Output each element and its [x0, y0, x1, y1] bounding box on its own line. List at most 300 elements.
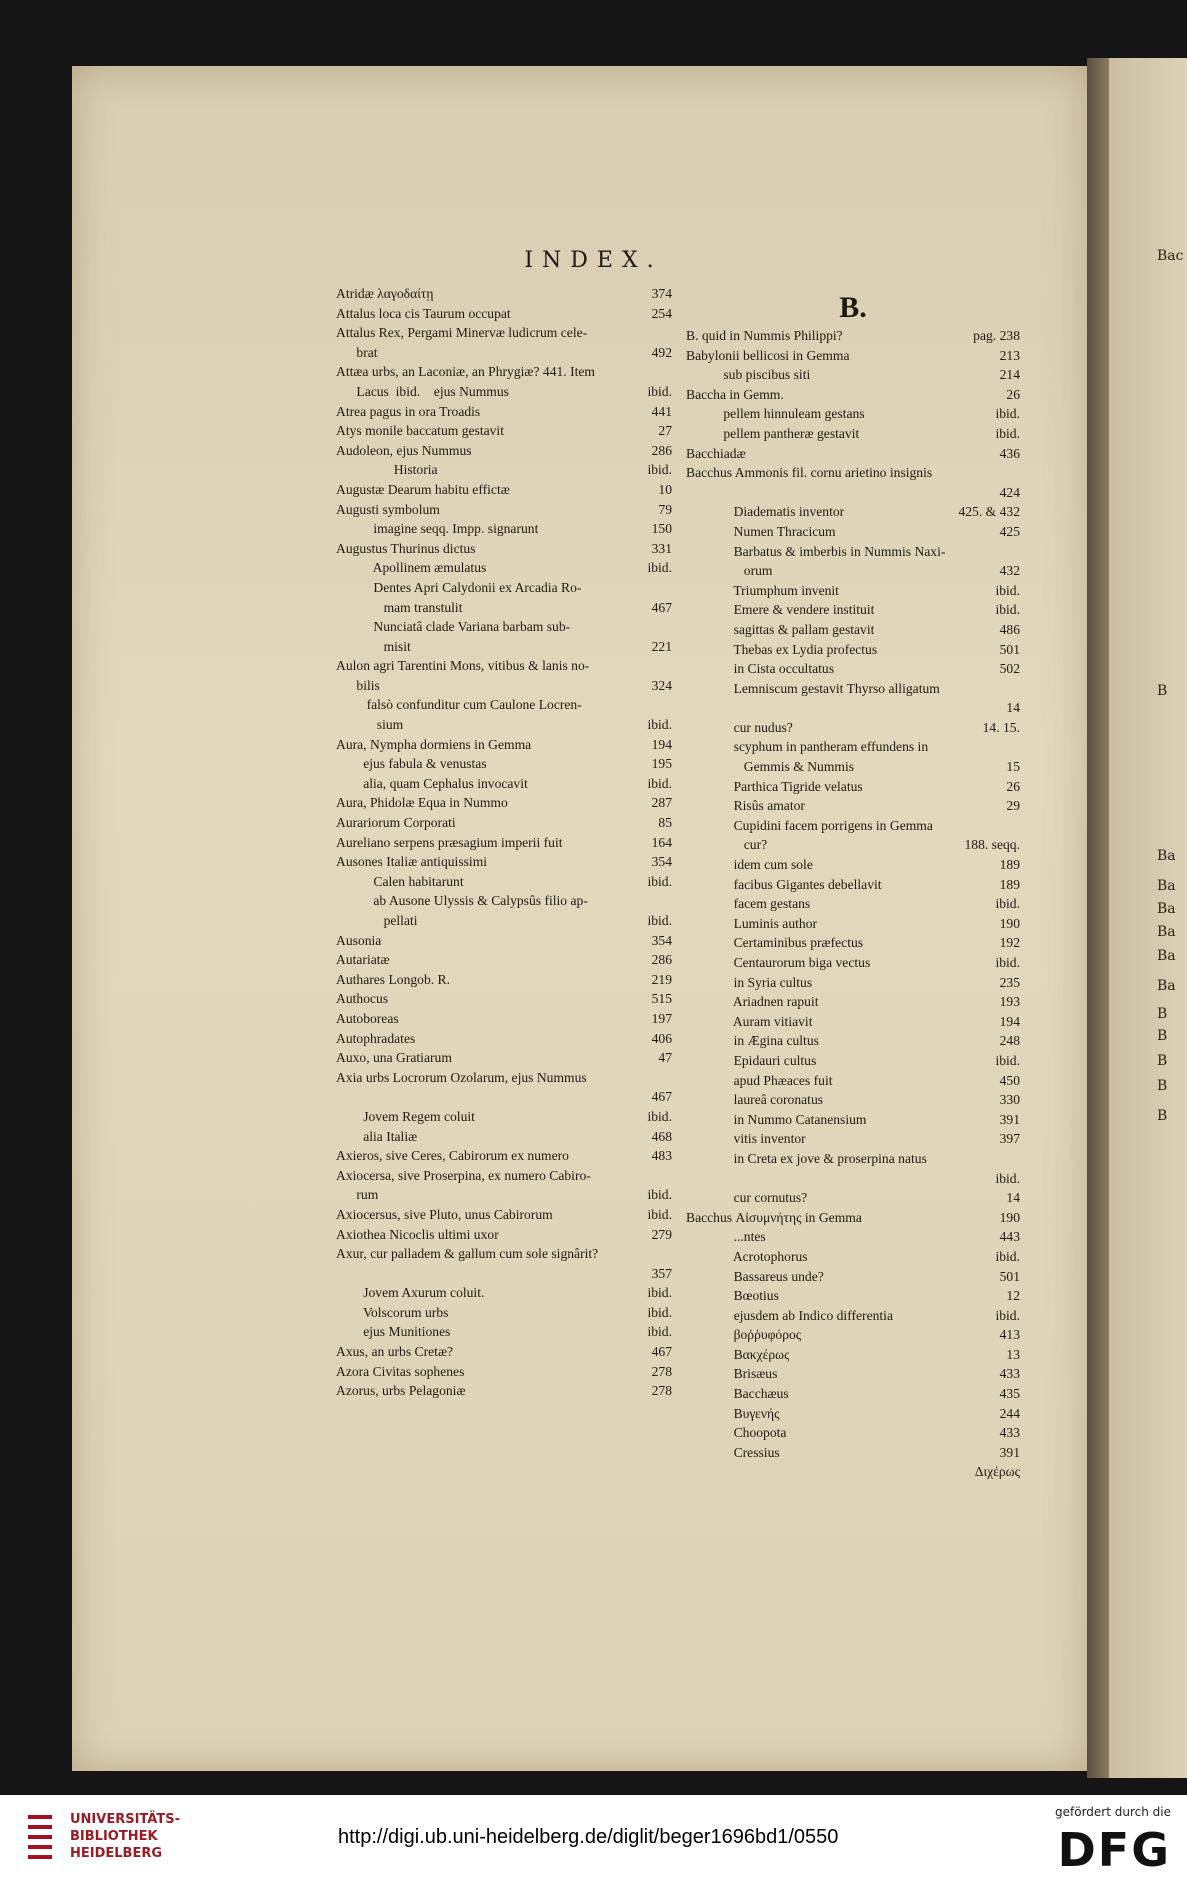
entry-term: Ausonia [336, 932, 382, 948]
index-entry [686, 581, 1020, 601]
entry-term: Baccha in Gemm. [686, 386, 784, 402]
entry-term: ...ntes [686, 1229, 766, 1245]
index-entry [336, 1283, 672, 1303]
entry-term: Atrea pagus in ora Troadis [336, 403, 481, 419]
entry-term: mam transtulit [336, 599, 463, 615]
entry-term: Brisæus [686, 1366, 778, 1382]
entry-term: Choopota [686, 1425, 787, 1441]
index-entry [686, 953, 1020, 973]
index-entry [336, 558, 672, 578]
entry-term: Axiothea Nicoclis ultimi uxor [336, 1226, 499, 1242]
index-entry [686, 522, 1020, 542]
index-entry [686, 365, 1020, 385]
university-seal-icon [22, 1811, 58, 1867]
entry-term: Centaurorum biga vectus [686, 955, 871, 970]
entry-page-number: 29 [1006, 798, 1020, 814]
dfg-logo: DFG [1057, 1823, 1171, 1877]
index-entry [686, 1423, 1020, 1443]
index-entry [686, 894, 1020, 914]
entry-term: Augustæ Dearum habitu effictæ [336, 481, 510, 497]
entry-term: Axur, cur palladem & gallum cum sole signârit? [336, 1246, 599, 1262]
entry-term: Ausones Italiæ antiquissimi [336, 854, 488, 870]
entry-term: Numen Thracicum [686, 523, 836, 539]
entry-term: Bacchus Αἰσυμνήτης in Gemma [686, 1209, 862, 1225]
entry-term: Bacchæus [686, 1386, 789, 1402]
index-entry [336, 852, 672, 872]
index-entry [336, 402, 672, 422]
entry-term: Atridæ λαγοδαίτῃ [336, 286, 434, 301]
entry-page-number: 193 [999, 994, 1020, 1010]
next-page-edge [1109, 58, 1187, 1778]
entry-page-number: 150 [651, 521, 672, 537]
entry-term: orum [686, 563, 773, 579]
index-entry [686, 463, 1020, 483]
index-entry [686, 1129, 1020, 1149]
index-entry [686, 914, 1020, 934]
entry-page-number: 192 [999, 935, 1020, 951]
entry-page-number: 397 [999, 1131, 1020, 1147]
index-entry [686, 346, 1020, 366]
index-entry [686, 1051, 1020, 1071]
index-entry [686, 796, 1020, 816]
entry-term: Audoleon, ejus Nummus [336, 442, 472, 458]
entry-term: B. quid in Nummis Philippi? [686, 328, 843, 343]
index-entry [686, 855, 1020, 875]
index-entry [336, 754, 672, 774]
index-entry [336, 1225, 672, 1245]
entry-page-number: 501 [999, 1268, 1020, 1284]
entry-term: Azorus, urbs Pelagoniæ [336, 1383, 466, 1399]
entry-term: Barbatus & imberbis in Nummis Naxi- [686, 543, 946, 559]
index-entry [336, 500, 672, 520]
entry-page-number: 467 [651, 599, 672, 615]
index-entry [336, 676, 672, 696]
index-entry [686, 875, 1020, 895]
index-entry [336, 1087, 672, 1107]
entry-page-number: 391 [999, 1444, 1020, 1460]
entry-term: Autariatæ [336, 952, 390, 968]
index-entry [336, 617, 672, 637]
index-entry [686, 1208, 1020, 1228]
entry-page-number: ibid. [995, 1170, 1020, 1186]
entry-page-number: 14 [1006, 1190, 1020, 1206]
entry-page-number: 278 [651, 1363, 672, 1379]
entry-term: Triumphum invenit [686, 582, 839, 598]
index-column-left [336, 284, 672, 1401]
index-entry [336, 304, 672, 324]
entry-page-number: 235 [999, 974, 1020, 990]
viewer-footer [0, 1795, 1187, 1890]
entry-term: Authocus [336, 991, 389, 1007]
index-entry [686, 1188, 1020, 1208]
index-entry [336, 1009, 672, 1029]
entry-page-number: 425 [999, 523, 1020, 539]
entry-page-number: 26 [1006, 386, 1020, 402]
entry-page-number: 47 [658, 1050, 672, 1066]
entry-term: pellem hinnuleam gestans [686, 406, 865, 422]
index-entry [336, 1185, 672, 1205]
index-entry [686, 816, 1020, 836]
index-entry [336, 1166, 672, 1186]
entry-page-number: 287 [651, 795, 672, 811]
index-entry [686, 1404, 1020, 1424]
entry-page-number: ibid. [647, 717, 672, 733]
index-entry [336, 911, 672, 931]
entry-term: Volscorum urbs [336, 1304, 449, 1320]
entry-term: Jovem Axurum coluit. [336, 1285, 485, 1301]
entry-term: Aulon agri Tarentini Mons, vitibus & lanis no- [336, 658, 590, 674]
entry-page-number: 432 [999, 563, 1020, 579]
entry-term: Cressius [686, 1444, 780, 1460]
index-entry [686, 1169, 1020, 1189]
index-entry [336, 813, 672, 833]
entry-term: Attalus Rex, Pergami Minervæ ludicrum cele- [336, 325, 588, 341]
index-entry [686, 1090, 1020, 1110]
next-page-fragment: Ba [1157, 901, 1176, 917]
index-entry [336, 637, 672, 657]
index-entry [686, 1267, 1020, 1287]
entry-page-number: 324 [651, 677, 672, 693]
entry-page-number: ibid. [647, 383, 672, 399]
index-entry [336, 1264, 672, 1284]
entry-term: Aurariorum Corporati [336, 815, 456, 831]
index-entry [336, 1381, 672, 1401]
index-entry [336, 1146, 672, 1166]
entry-page-number: 190 [999, 1209, 1020, 1225]
entry-page-number: ibid. [995, 896, 1020, 912]
entry-page-number: ibid. [995, 955, 1020, 970]
entry-term: cur nudus? [686, 719, 793, 735]
next-page-fragment: B [1157, 1108, 1168, 1124]
entry-term: Cupidini facem porrigens in Gemma [686, 817, 933, 833]
entry-term: in Creta ex jove & proserpina natus [686, 1150, 927, 1166]
entry-term: Lacus ibid. ejus Nummus [336, 383, 509, 399]
entry-page-number: 221 [651, 638, 672, 654]
index-entry [336, 774, 672, 794]
entry-page-number: 26 [1006, 778, 1020, 794]
index-entry [686, 679, 1020, 699]
entry-term: in Syria cultus [686, 974, 813, 990]
index-entry [336, 441, 672, 461]
index-entry [336, 1127, 672, 1147]
entry-term: Nunciatâ clade Variana barbam sub- [336, 619, 571, 635]
entry-page-number: 502 [999, 661, 1020, 677]
entry-term: Auram vitiavit [686, 1013, 813, 1029]
entry-term: Bacchus Ammonis fil. cornu arietino insignis [686, 465, 933, 481]
entry-page-number: 14. 15. [982, 719, 1020, 735]
index-entry [686, 424, 1020, 444]
entry-page-number: 194 [651, 736, 672, 752]
entry-term: Autophradates [336, 1030, 416, 1046]
entry-term: alia, quam Cephalus invocavit [336, 775, 528, 791]
entry-term: apud Phæaces fuit [686, 1072, 833, 1088]
entry-page-number: 330 [999, 1092, 1020, 1108]
index-entry [336, 931, 672, 951]
index-entry [686, 1364, 1020, 1384]
entry-term: scyphum in pantheram effundens in [686, 739, 929, 755]
entry-page-number: ibid. [647, 913, 672, 928]
next-page-fragment: Bac [1157, 248, 1184, 264]
index-entry [686, 1149, 1020, 1169]
entry-page-number: 13 [1006, 1346, 1020, 1362]
entry-page-number: 14 [1006, 700, 1020, 716]
entry-term: Aureliano serpens præsagium imperii fuit [336, 834, 563, 850]
entry-term: Diadematis inventor [686, 504, 845, 520]
entry-term: Lemniscum gestavit Thyrso alligatum [686, 680, 940, 696]
entry-page-number: 450 [999, 1072, 1020, 1088]
entry-page-number: 214 [999, 367, 1020, 383]
index-entry [336, 519, 672, 539]
entry-term: Jovem Regem coluit [336, 1108, 475, 1124]
entry-page-number: 406 [651, 1030, 672, 1046]
entry-page-number: 15 [1006, 759, 1020, 775]
entry-term: Axiocersa, sive Proserpina, ex numero Cabiro- [336, 1167, 591, 1183]
entry-term: ejusdem ab Indico differentia [686, 1307, 893, 1323]
document-url-link[interactable]: http://digi.ub.uni-heidelberg.de/diglit/beger1696bd1/0550 [338, 1826, 839, 1848]
index-entry [686, 1286, 1020, 1306]
index-entry [336, 1322, 672, 1342]
entry-term: Aura, Nympha dormiens in Gemma [336, 736, 532, 752]
entry-page-number: ibid. [647, 775, 672, 791]
entry-term: rum [336, 1187, 379, 1203]
entry-page-number: Διχέρως [974, 1464, 1020, 1480]
entry-page-number: 467 [651, 1089, 672, 1105]
entry-term: in Ægina cultus [686, 1033, 819, 1049]
entry-term: Authares Longob. R. [336, 971, 451, 987]
entry-page-number: ibid. [647, 1187, 672, 1203]
entry-page-number: 27 [658, 423, 672, 439]
index-entry [336, 735, 672, 755]
index-entry [336, 1048, 672, 1068]
next-page-fragment: Ba [1157, 848, 1176, 864]
entry-page-number: 164 [651, 834, 672, 850]
entry-term: βοῤῥυφόρος [686, 1327, 802, 1343]
index-entry [686, 1345, 1020, 1365]
entry-term: Azora Civitas sophenes [336, 1363, 465, 1379]
next-page-fragment: B [1157, 683, 1168, 699]
entry-term: Bœotius [686, 1288, 779, 1304]
index-entry [686, 1012, 1020, 1032]
entry-term: vitis inventor [686, 1131, 806, 1147]
next-page-fragment: Ba [1157, 878, 1176, 894]
index-entry [336, 695, 672, 715]
entry-term: Historia [336, 462, 438, 478]
index-entry [336, 891, 672, 911]
entry-page-number: 357 [651, 1265, 672, 1281]
entry-page-number: ibid. [995, 602, 1020, 618]
index-entry [686, 757, 1020, 777]
entry-term: Augustus Thurinus dictus [336, 540, 476, 556]
entry-page-number: 433 [999, 1425, 1020, 1441]
entry-term: ejus fabula & venustas [336, 756, 487, 772]
index-entry [686, 1443, 1020, 1463]
index-entry [336, 284, 672, 304]
entry-term: Βακχέρως [686, 1346, 790, 1362]
entry-page-number: ibid. [647, 873, 672, 889]
entry-term: in Cista occultatus [686, 661, 835, 677]
entry-page-number: 443 [999, 1229, 1020, 1245]
entry-page-number: 391 [999, 1111, 1020, 1127]
entry-term: Epidauri cultus [686, 1052, 817, 1068]
entry-page-number: 219 [651, 971, 672, 987]
next-page-fragment: B [1157, 1053, 1168, 1069]
entry-term: Augusti symbolum [336, 501, 440, 517]
entry-term: Bassareus unde? [686, 1268, 824, 1284]
index-entry [336, 421, 672, 441]
entry-term: ab Ausone Ulyssis & Calypsûs filio ap- [336, 893, 588, 909]
entry-page-number: pag. 238 [973, 328, 1020, 343]
entry-page-number: 197 [651, 1010, 672, 1026]
entry-page-number: 10 [658, 481, 672, 497]
entry-page-number: 354 [651, 854, 672, 870]
entry-page-number: ibid. [647, 462, 672, 478]
index-entry [336, 382, 672, 402]
index-entry [686, 1462, 1020, 1482]
index-entry [686, 737, 1020, 757]
entry-term: facibus Gigantes debellavit [686, 876, 882, 892]
entry-page-number: 248 [999, 1033, 1020, 1049]
entry-term: Aura, Phidolæ Equa in Nummo [336, 795, 508, 811]
index-entry [686, 1227, 1020, 1247]
next-page-fragment: B [1157, 1006, 1168, 1022]
index-entry [336, 1029, 672, 1049]
entry-term: Acrotophorus [686, 1248, 808, 1264]
entry-page-number: 374 [651, 286, 672, 301]
entry-term: alia Italiæ [336, 1128, 418, 1144]
index-entry [686, 973, 1020, 993]
index-entry [336, 1244, 672, 1264]
index-entry [686, 1031, 1020, 1051]
entry-term: Babylonii bellicosi in Gemma [686, 347, 850, 363]
index-entry [336, 460, 672, 480]
next-page-fragment: B [1157, 1028, 1168, 1044]
entry-term: sub piscibus siti [686, 367, 811, 383]
index-entry [686, 542, 1020, 562]
index-entry [336, 323, 672, 343]
entry-term: facem gestans [686, 896, 811, 912]
entry-page-number: 331 [651, 540, 672, 556]
entry-page-number: 286 [651, 952, 672, 968]
entry-term: pellati [336, 913, 418, 928]
entry-page-number: ibid. [647, 1206, 672, 1222]
entry-page-number: 501 [999, 641, 1020, 657]
index-entry [336, 480, 672, 500]
next-page-fragment: Ba [1157, 978, 1176, 994]
entry-term: in Nummo Catanensium [686, 1111, 867, 1127]
entry-page-number: ibid. [647, 560, 672, 576]
index-entry [686, 1306, 1020, 1326]
index-entry [336, 970, 672, 990]
index-entry [336, 343, 672, 363]
entry-page-number: ibid. [647, 1285, 672, 1301]
entry-page-number: ibid. [647, 1304, 672, 1320]
entry-term: laureâ coronatus [686, 1092, 824, 1108]
index-entry [686, 1071, 1020, 1091]
index-entry [686, 718, 1020, 738]
index-entry [336, 539, 672, 559]
entry-term: Thebas ex Lydia profectus [686, 641, 878, 657]
entry-term: Apollinem æmulatus [336, 560, 487, 576]
index-entry [686, 1384, 1020, 1404]
index-entry [336, 793, 672, 813]
entry-page-number: 486 [999, 621, 1020, 637]
entry-term: Certaminibus præfectus [686, 935, 864, 951]
entry-page-number: 278 [651, 1383, 672, 1399]
entry-page-number: 425. & 432 [958, 504, 1020, 520]
index-entry [336, 1362, 672, 1382]
index-column-right [686, 292, 1020, 1482]
index-entry [686, 561, 1020, 581]
entry-page-number: 515 [651, 991, 672, 1007]
entry-term: Βυγενής [686, 1405, 780, 1421]
entry-term: Auxo, una Gratiarum [336, 1050, 452, 1066]
entry-term: Bacchiadæ [686, 445, 746, 461]
index-entry [686, 620, 1020, 640]
index-entry [336, 1205, 672, 1225]
page-title: INDEX. [524, 248, 663, 273]
index-entry [336, 578, 672, 598]
entry-page-number: 279 [651, 1226, 672, 1242]
entry-term: falsò confunditur cum Caulone Locren- [336, 697, 582, 713]
entry-page-number: 286 [651, 442, 672, 458]
entry-page-number: 436 [999, 445, 1020, 461]
entry-term: imagine seqq. Impp. signarunt [336, 521, 539, 537]
entry-term: Axia urbs Locrorum Ozolarum, ejus Nummus [336, 1069, 587, 1085]
entry-term: cur cornutus? [686, 1190, 808, 1206]
entry-term: Axieros, sive Ceres, Cabirorum ex numero [336, 1148, 569, 1164]
index-entry [336, 1068, 672, 1088]
entry-page-number: 189 [999, 876, 1020, 892]
index-entry [686, 326, 1020, 346]
entry-page-number: 189 [999, 857, 1020, 873]
entry-page-number: 79 [658, 501, 672, 517]
index-entry [336, 715, 672, 735]
index-entry [336, 362, 672, 382]
entry-term: Attalus loca cis Taurum occupat [336, 305, 511, 321]
entry-page-number: 194 [999, 1013, 1020, 1029]
next-page-fragment: B [1157, 1078, 1168, 1094]
entry-term: sium [336, 717, 404, 733]
index-entry [686, 659, 1020, 679]
index-entry [686, 1247, 1020, 1267]
index-entry [686, 777, 1020, 797]
entry-page-number: 483 [651, 1148, 672, 1164]
index-entry [336, 833, 672, 853]
index-entry [336, 1303, 672, 1323]
index-entry [686, 600, 1020, 620]
entry-term: Axus, an urbs Cretæ? [336, 1344, 454, 1360]
entry-page-number: 441 [651, 403, 672, 419]
entry-page-number: 492 [651, 344, 672, 360]
entry-term: pellem pantheræ gestavit [686, 425, 860, 441]
entry-page-number: 467 [651, 1344, 672, 1360]
index-entry [336, 989, 672, 1009]
index-entry [336, 656, 672, 676]
entry-page-number: 354 [651, 932, 672, 948]
entry-term: Calen habitarunt [336, 873, 464, 889]
entry-page-number: 188. seqq. [964, 837, 1020, 853]
entry-term: brat [336, 344, 378, 360]
entry-page-number: ibid. [995, 406, 1020, 422]
entry-page-number: ibid. [995, 425, 1020, 441]
entry-term: idem cum sole [686, 857, 813, 873]
entry-term: cur? [686, 837, 768, 853]
index-entry [336, 1342, 672, 1362]
entry-page-number: 424 [999, 484, 1020, 500]
index-entry [686, 1325, 1020, 1345]
index-entry [686, 992, 1020, 1012]
entry-term: Attæa urbs, an Laconiæ, an Phrygiæ? 441. Item [336, 364, 595, 380]
